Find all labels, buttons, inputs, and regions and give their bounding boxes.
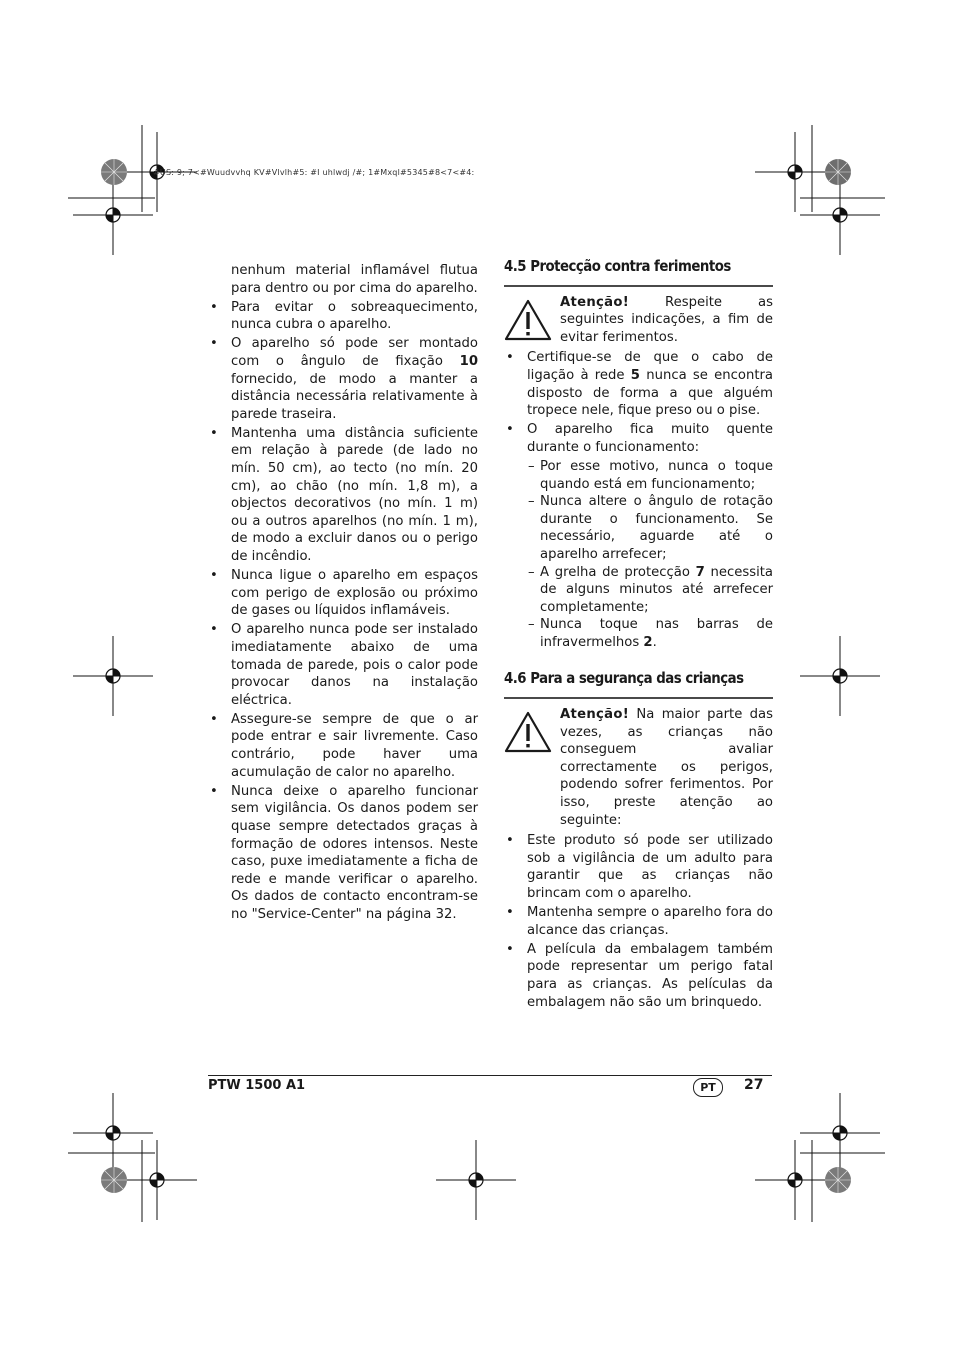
- page-number: 27: [744, 1077, 764, 1093]
- footer-model: PTW 1500 A1: [208, 1078, 306, 1093]
- section-divider: [504, 285, 773, 287]
- section-title: 4.5 Protecção contra ferimentos: [504, 257, 731, 275]
- warning-keyword: Atenção!: [560, 294, 630, 310]
- footer-divider: [208, 1075, 772, 1076]
- list-item: • Certifique-se de que o cabo de ligação à rede 5 nunca se encontra disposto de forma a que alguém tropece nele, fique preso ou o pise.: [504, 349, 773, 419]
- list-item: • O aparelho nunca pode ser instalado imediatamente abaixo de uma tomada de parede, pois o calor pode provocar danos na instalação eléctrica.: [208, 621, 478, 709]
- continued-paragraph: nenhum material inflamável flutua para dentro ou por cima do aparelho.: [231, 263, 478, 296]
- warning-block: [504, 706, 773, 829]
- part-number: 10: [459, 353, 478, 369]
- list-item: • Nunca ligue o aparelho em espaços com perigo de explosão ou próximo de gases ou líquidos inflamáveis.: [208, 567, 478, 620]
- sub-list-item: – Por esse motivo, nunca o toque quando está em funcionamento;: [504, 458, 773, 493]
- list-item: • Para evitar o sobreaquecimento, nunca cubra o aparelho.: [208, 299, 478, 334]
- warning-triangle-icon: [504, 299, 552, 341]
- part-number: 5: [630, 367, 640, 383]
- list-item: • Mantenha uma distância suficiente em relação à parede (de lado no mín. 50 cm), ao tecto (no mín. 20 cm), ao chão (no mín. 1,8 m), a objectos decorativos (no mín. 1 m) ou a outros aparelhos (no mín. 1 m), de modo a excluir danos ou o perigo de incêndio.: [208, 425, 478, 566]
- list-item: • O aparelho só pode ser montado com o ângulo de fixação 10 fornecido, de modo a manter a distância necessária relativamente à parede traseira.: [208, 335, 478, 423]
- section-divider: [504, 697, 773, 699]
- part-number: 7: [695, 564, 705, 580]
- section-title: 4.6 Para a segurança das crianças: [504, 669, 744, 688]
- part-number: 2: [643, 634, 653, 650]
- list-item: • Mantenha sempre o aparelho fora do alcance das crianças.: [504, 904, 773, 939]
- left-column: [208, 262, 478, 925]
- list-item: • A película da embalagem também pode representar um perigo fatal para as crianças. As películas da embalagem não são um brinquedo.: [504, 941, 773, 1011]
- list-item: • Assegure-se sempre de que o ar pode entrar e sair livremente. Caso contrário, pode haver uma acumulação de calor no aparelho.: [208, 711, 478, 781]
- language-badge: PT: [693, 1078, 723, 1097]
- warning-text: Respeite as seguintes indicações, a fim de evitar ferimentos.: [560, 294, 773, 345]
- print-header-code: #US: 9; 7<#Wuudvvhq KV#Vlvlh#5: #I uhlwdj /#; 1#Mxql#5345#8<7<#4:: [153, 168, 475, 177]
- sub-list-item: – Nunca toque nas barras de infravermelhos 2.: [504, 616, 773, 651]
- warning-triangle-icon: [504, 711, 552, 753]
- sub-list-item: – Nunca altere o ângulo de rotação durante o funcionamento. Se necessário, aguarde até o aparelho arrefecer;: [504, 493, 773, 563]
- list-item: • O aparelho fica muito quente durante o funcionamento:: [504, 421, 773, 456]
- list-item: • Nunca deixe o aparelho funcionar sem vigilância. Os danos podem ser quase sempre detectados graças à formação de odores intensos. Neste caso, puxe imediatamente a ficha de rede e mande verificar o aparelho. Os dados de contacto encontram-se no "Service-Center" na página 32.: [208, 783, 478, 924]
- right-column: [504, 258, 773, 1013]
- list-item: • Este produto só pode ser utilizado sob a vigilância de um adulto para garantir que as crianças não brincam com o aparelho.: [504, 832, 773, 902]
- sub-list-item: – A grelha de protecção 7 necessita de alguns minutos até arrefecer completamente;: [504, 564, 773, 617]
- warning-text: Na maior parte das vezes, as crianças não conseguem avaliar correctamente os perigos, podendo sofrer ferimentos. Por isso, preste atenção ao seguinte:: [560, 707, 773, 828]
- warning-keyword: Atenção!: [560, 707, 630, 723]
- warning-block: [504, 294, 773, 347]
